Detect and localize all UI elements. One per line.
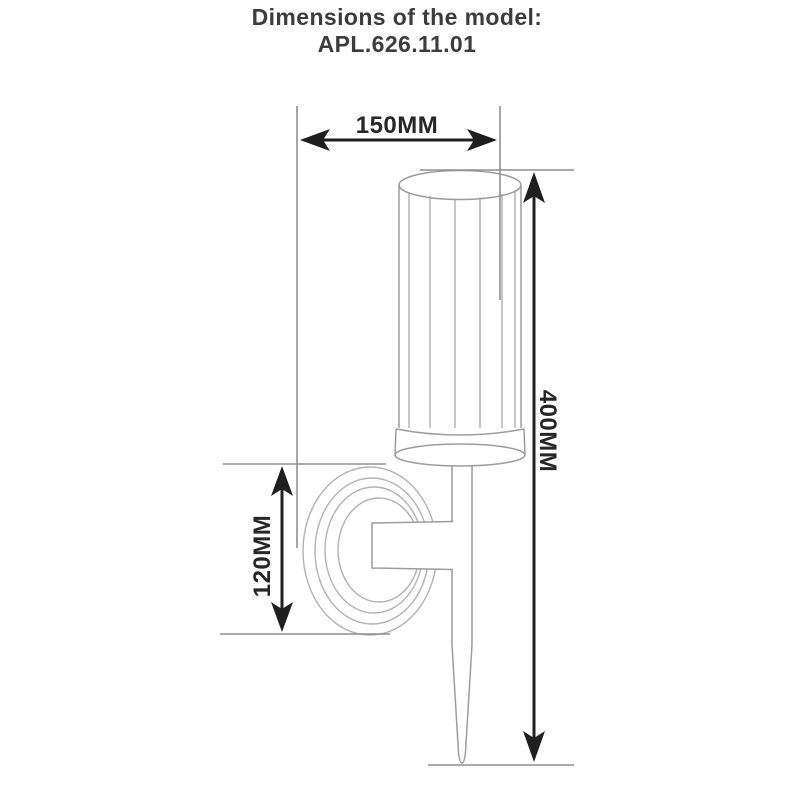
shade-ribs — [409, 190, 515, 428]
mounting-arm — [372, 522, 453, 570]
tapered-stem — [452, 459, 472, 763]
backplate-dimension — [249, 466, 293, 632]
height-dimension — [523, 172, 561, 762]
backplate-dim-label: 120MM — [249, 514, 276, 598]
model-code: APL.626.11.01 — [317, 31, 477, 57]
width-dimension — [300, 112, 497, 151]
height-dim-label: 400MM — [534, 389, 561, 473]
ribbed-cylinder-shade — [399, 171, 521, 429]
width-dim-label: 150MM — [355, 112, 439, 139]
shade-base-band — [395, 429, 525, 466]
page-title: Dimensions of the model: — [251, 4, 543, 30]
